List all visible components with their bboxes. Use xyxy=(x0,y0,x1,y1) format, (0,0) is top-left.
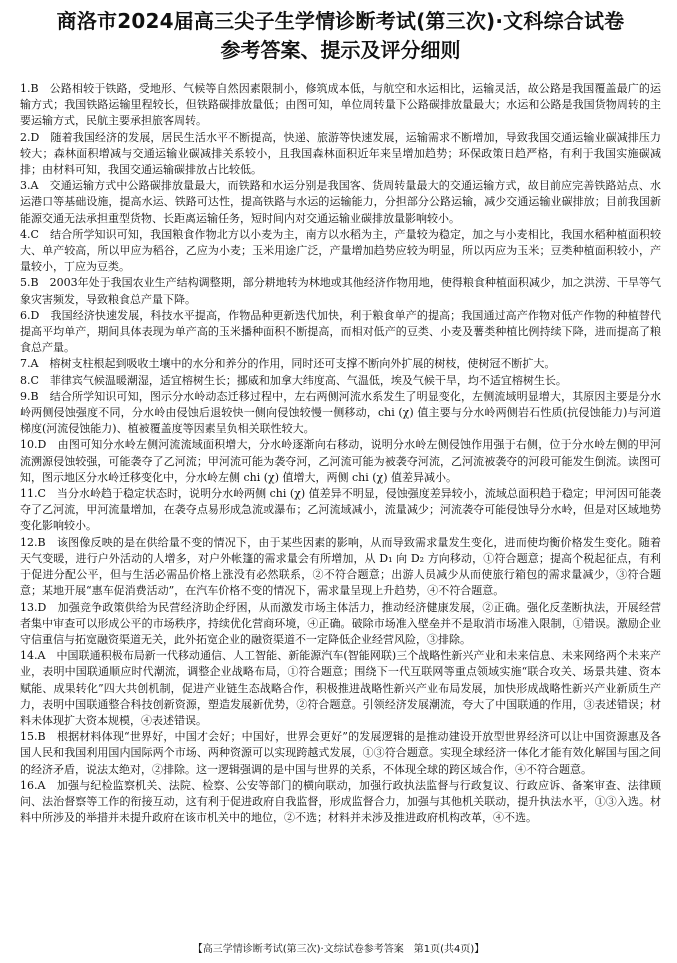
answer-list xyxy=(20,81,661,826)
page-title: 商洛市2024届高三尖子生学情诊断考试(第三次)·文科综合试卷 xyxy=(56,9,625,33)
answer-item: 9.B 结合所学知识可知，图示分水岭动态迁移过程中，左右两侧河流水系发生了明显变化，左侧流域明显增大，其原因主要是分水岭两侧侵蚀强度不同，分水岭由侵蚀后退较快一侧向侵蚀较慢一侧移动，chi (χ) 值主要与分水岭两侧岩石性质(抗侵蚀能力)与河道梯度(河流侵蚀能力)、植被覆盖度等因素呈负相关联性较大。 xyxy=(20,389,661,436)
answer-item: 14.A 中国联通积极布局新一代移动通信、人工智能、新能源汽车(智能网联)三个战略性新兴产业和未来信息、未来网络两个未来产业，表明中国联通顺应时代潮流，调整企业战略布局，①符合题意；围绕下一代互联网等重点领域实施“联合攻关、场景共建、资本赋能、成果转化”四大共创机制，促进产业链生态战略合作，积极推进战略性新兴产业布局发展，加快形成战略性新兴产业新质生产力，表明中国联通整合科技创新资源，塑造发展新优势，②符合题意。引领经济发展潮流，夸大了中国联通的作用，③表述错误；材料未体现扩大资本规模，④表述错误。 xyxy=(20,649,661,727)
answer-item: 11.C 当分水岭趋于稳定状态时，说明分水岭两侧 chi (χ) 值差异不明显，侵蚀强度差异较小，流域总面积趋于稳定；甲河因可能袭夺了乙河流，甲河流量增加，在袭夺点易形成急流或瀑布；乙河流域减小，流量减少；河流袭夺可能侵蚀导分水岭，但是对区域地势变化影响较小。 xyxy=(20,487,661,533)
page-footer: 【高三学情诊断考试(第三次)·文综试卷参考答案 第1页(共4页)】 xyxy=(192,944,485,955)
answer-item: 13.D 加强竞争政策供给为民营经济助企纾困，从而激发市场主体活力，推动经济健康发展，②正确。强化反垄断执法，开展经营者集中审查可以形成公平的市场秩序，持续优化营商环境，④正确。破除市场准入壁垒并不是取消市场准入限制，①错误。激励企业守信重信与拓宽融资渠道无关，此外拓宽企业的融资渠道不一定降低企业经营风险，③排除。 xyxy=(20,600,661,646)
answer-item: 3.A 交通运输方式中公路碳排放量最大，而铁路和水运分别是我国客、货周转量最大的交通运输方式，故目前应完善铁路站点、水运港口等基础设施，提高水运、铁路可达性，提高铁路与水运的运输能力，分担部分公路运输，减少交通运输业碳排放；目前我国新能源交通无法承担重型货物、长距离运输任务，短时间内对交通运输业碳排放量影响较小。 xyxy=(20,179,661,225)
answer-item: 2.D 随着我国经济的发展，居民生活水平不断提高，快递、旅游等快速发展，运输需求不断增加，导致我国交通运输业碳减排压力较大；森林面积增减与交通运输业碳减排关系较小，且我国森林面积近年来呈增加趋势；环保政策日趋严格，有利于我国实施碳减排；由材料可知，我国交通运输碳排放占比较低。 xyxy=(20,130,661,177)
answer-item: 12.B 该图像反映的是在供给量不变的情况下，由于某些因素的影响，从而导致需求量发生变化，进而使均衡价格发生变化。随着天气变暖，进行户外活动的人增多，对户外帐篷的需求量会有所增加，从 D₁ 向 D₂ 方向移动，①符合题意；提高个税起征点，有利于促进分配公平，但与生活必需品价格上涨没有必然联系，②不符合题意；出游人员减少从而使旅行箱包的需求量减少，③符合题意；某地开展“惠车促消费活动”，在汽车价格不变的情况下，需求量呈现上升趋势，④不符合题意。 xyxy=(20,535,661,598)
answer-item: 10.D 由图可知分水岭左侧河流流域面积增大，分水岭逐渐向右移动，说明分水岭左侧侵蚀作用强于右侧，位于分水岭左侧的甲河流溯源侵蚀较强，可能袭夺了乙河流；甲河流可能为袭夺河，乙河流可能为被袭夺河流，乙河流被袭夺的河段可能发生倒流。读图可知，图示地区分水岭迁移变化中，分水岭左侧 chi (χ) 值增大，两侧 chi (χ) 值差异减小。 xyxy=(20,438,661,484)
answer-item: 5.B 2003年处于我国农业生产结构调整期，部分耕地转为林地或其他经济作物用地，使得粮食种植面积减少，加之洪涝、干旱等气象灾害频发，导致粮食总产量下降。 xyxy=(20,276,661,306)
answer-item: 1.B 公路相较于铁路，受地形、气候等自然因素限制小，修筑成本低，与航空和水运相比，运输灵活，故公路是我国覆盖最广的运输方式；我国铁路运输里程较长，但铁路碳排放量低；由图可知，单位周转量下公路碳排放量最大；水运和公路是我国货物周转的主要运输方式，民航主要承担旅客周转。 xyxy=(20,82,661,128)
answer-item: 7.A 榕树支柱根起到吸收土壤中的水分和养分的作用，同时还可支撑不断向外扩展的树枝，使树冠不断扩大。 xyxy=(20,357,556,371)
answer-item: 8.C 菲律宾气候温暖潮湿，适宜榕树生长；挪威和加拿大纬度高、气温低，埃及气候干旱，均不适宜榕树生长。 xyxy=(20,373,567,387)
answer-item: 4.C 结合所学知识可知，我国粮食作物北方以小麦为主，南方以水稻为主，产量较为稳定，加之与小麦相比，我国水稻种植面积较大、单产较高，所以甲应为稻谷，乙应为小麦；玉米用途广泛，产量增加趋势应较为明显，所以丙应为玉米；豆类种植面积较小，产量较小，丁应为豆类。 xyxy=(20,227,661,274)
answer-item: 6.D 我国经济快速发展，科技水平提高，作物品种更新迭代加快，利于粮食单产的提高；我国通过高产作物对低产作物的种植替代提高平均单产，期间具体表现为单产高的玉米播种面积不断提高，而相对低产的豆类、小麦及薯类种植比例持续下降，进而提高了粮食总产量。 xyxy=(20,308,661,355)
page-subtitle: 参考答案、提示及评分细则 xyxy=(220,38,461,62)
answer-item: 16.A 加强与纪检监察机关、法院、检察、公安等部门的横向联动，加强行政执法监督与行政复议、行政应诉、备案审查、法律顾问、法治督察等工作的衔接互动，这有利于促进政府自我监督，形成监督合力，加强与其他机关联动，提升执法水平，①③入选。材料中所涉及的举措并未提升政府在该市机关中的地位，②不选；材料并未涉及推进政府机构改革，④不选。 xyxy=(20,778,661,825)
answer-item: 15.B 根据材料体现“世界好，中国才会好；中国好，世界会更好”的发展逻辑的是推动建设开放型世界经济可以让中国资源惠及各国人民和我国利用国内国际两个市场、两种资源可以实现跨越式发展，①③符合题意。实现全球经济一体化才能有效化解国与国之间的经济矛盾，说法太绝对，②排除。这一逻辑强调的是中国与世界的关系，不体现全球的跨区域合作，④不符合题意。 xyxy=(20,730,661,776)
